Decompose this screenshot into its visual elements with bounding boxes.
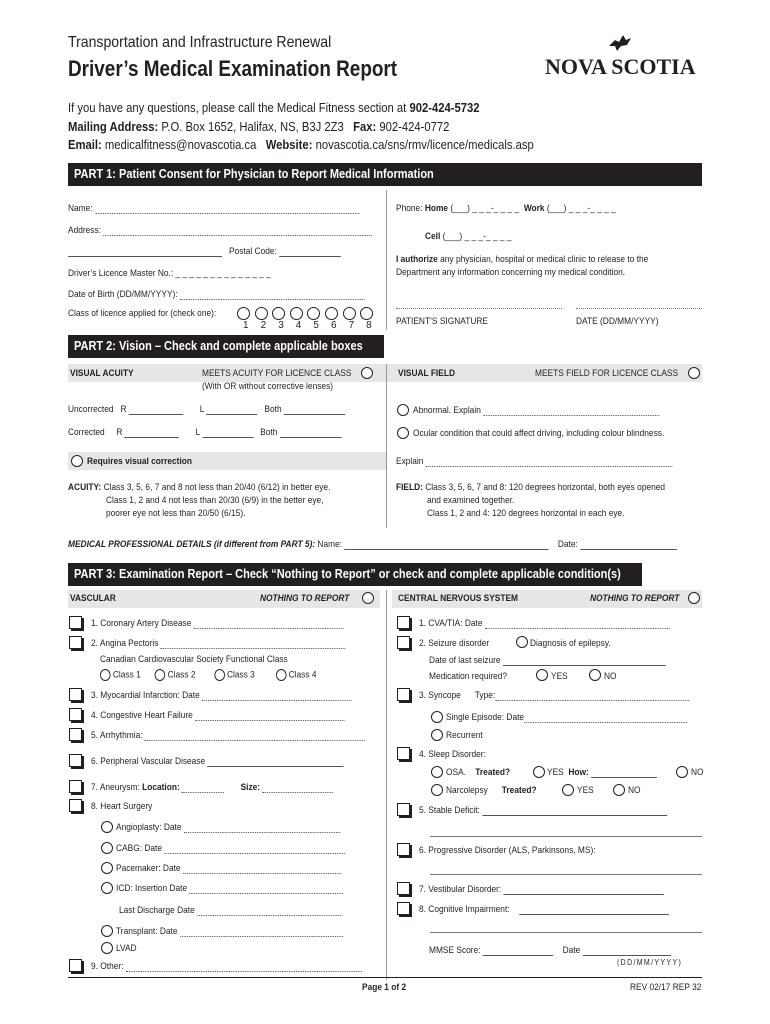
licence-number-field[interactable]: Driver’s Licence Master No.: _ _ _ _ _ _ _ _ _ _ _ _ _ _ <box>68 268 271 279</box>
patient-signature-field[interactable]: PATIENT’S SIGNATURE <box>396 316 488 327</box>
medical-professional-details[interactable]: MEDICAL PROFESSIONAL DETAILS (if different from PART 5): Name: Date: <box>68 539 677 550</box>
vestibular-field[interactable]: 7. Vestibular Disorder: <box>419 884 664 895</box>
angioplasty-radio[interactable] <box>101 821 113 833</box>
sleep-disorder-label: 4. Sleep Disorder: <box>419 749 486 760</box>
class-8-number: 8 <box>366 320 372 331</box>
class-3-number: 3 <box>278 320 284 331</box>
class-3-radio[interactable] <box>272 307 285 320</box>
class-6-number: 6 <box>330 320 337 331</box>
osprey-icon <box>607 32 633 54</box>
field-standard-1: FIELD: Class 3, 5, 6, 7 and 8: 120 degrees horizontal, both eyes opened <box>396 482 666 493</box>
single-episode-field[interactable]: Single Episode: Date <box>446 712 687 723</box>
class-2-radio[interactable] <box>255 307 268 320</box>
cell-field[interactable]: Cell (___) _ _ _-_ _ _ _ <box>425 231 512 242</box>
department-name: Transportation and Infrastructure Renewal <box>68 34 332 51</box>
class-4-radio[interactable] <box>290 307 303 320</box>
meets-acuity-label: MEETS ACUITY FOR LICENCE CLASS <box>202 368 352 379</box>
other-field[interactable]: 9. Other: <box>91 961 362 972</box>
class-8-radio[interactable] <box>360 307 373 320</box>
authorization-text: I authorize any physician, hospital or medical clinic to release to the <box>396 254 649 265</box>
epilepsy-label: Diagnosis of epilepsy. <box>530 638 611 649</box>
recurrent-label: Recurrent <box>446 730 483 741</box>
class-1-number: 1 <box>243 320 249 331</box>
lvad-label: LVAD <box>116 943 137 954</box>
sleep-disorder-checkbox[interactable] <box>397 747 410 760</box>
meets-field-radio[interactable] <box>688 367 700 379</box>
stable-deficit-checkbox[interactable] <box>397 803 410 816</box>
cva-field[interactable]: 1. CVA/TIA: Date <box>419 618 670 629</box>
cns-nothing-radio[interactable] <box>688 592 700 604</box>
heart-surgery-checkbox[interactable] <box>69 799 82 812</box>
osa-how-field[interactable]: YES How: <box>547 767 657 778</box>
ccs-class-label: Canadian Cardiovascular Society Functional Class <box>100 654 288 665</box>
class-5-radio[interactable] <box>307 307 320 320</box>
chf-checkbox[interactable] <box>69 708 82 721</box>
visual-acuity-heading: VISUAL ACUITY <box>70 368 134 379</box>
pacemaker-field[interactable]: Pacemaker: Date <box>116 863 341 874</box>
ocular-radio[interactable] <box>397 427 409 439</box>
acuity-standard-3: poorer eye not less than 20/50 (6/15). <box>106 508 246 519</box>
lvad-radio[interactable] <box>101 942 113 954</box>
meets-acuity-radio[interactable] <box>361 367 373 379</box>
abnormal-explain-field[interactable]: Abnormal. Explain <box>413 405 659 416</box>
vascular-heading: VASCULAR <box>70 593 116 604</box>
contact-phone-line: If you have any questions, please call the Medical Fitness section at 902-424-5732 <box>68 101 480 115</box>
medication-yes-radio[interactable] <box>536 669 548 681</box>
syncope-checkbox[interactable] <box>397 688 410 701</box>
aneurysm-field[interactable]: 7. Aneurysm: Location: Size: <box>91 782 333 793</box>
visual-field-heading: VISUAL FIELD <box>398 368 455 379</box>
pvd-checkbox[interactable] <box>69 754 82 767</box>
chf-field[interactable]: 4. Congestive Heart Failure <box>91 710 345 721</box>
heart-surgery-label: 8. Heart Surgery <box>91 801 153 812</box>
coronary-field[interactable]: 1. Coronary Artery Disease <box>91 618 343 629</box>
angina-field[interactable]: 2. Angina Pectoris <box>91 638 346 649</box>
transplant-radio[interactable] <box>101 925 113 937</box>
pacemaker-radio[interactable] <box>101 862 113 874</box>
vascular-nothing-radio[interactable] <box>362 592 374 604</box>
name-field[interactable]: Name: <box>68 203 359 214</box>
single-episode-radio[interactable] <box>431 711 443 723</box>
medication-no-radio[interactable] <box>589 669 601 681</box>
mmse-field[interactable]: MMSE Score: Date <box>429 945 671 956</box>
other-checkbox[interactable] <box>69 959 82 972</box>
logo-text: NOVA SCOTIA <box>545 54 696 79</box>
class1-radio[interactable] <box>100 669 111 681</box>
requires-correction-label: Requires visual correction <box>87 456 193 467</box>
angina-checkbox[interactable] <box>69 636 82 649</box>
seizure-checkbox[interactable] <box>397 636 410 649</box>
explain-field[interactable]: Explain <box>396 456 672 467</box>
acuity-standard-2: Class 1, 2 and 4 not less than 20/30 (6/9) in the better eye, <box>106 495 324 506</box>
dob-field[interactable]: Date of Birth (DD/MM/YYYY): <box>68 289 365 300</box>
narcolepsy-no-radio[interactable] <box>613 784 625 796</box>
class4-radio[interactable] <box>276 669 287 681</box>
contact-email-line: Email: medicalfitness@novascotia.ca Website: novascotia.ca/sns/rmv/licence/medicals.asp <box>68 138 534 152</box>
transplant-field[interactable]: Transplant: Date <box>116 926 343 937</box>
medication-no-label: NO <box>604 671 617 682</box>
narcolepsy-radio[interactable] <box>431 784 443 796</box>
class-7-number: 7 <box>348 320 355 331</box>
angioplasty-field[interactable]: Angioplasty: Date <box>116 822 340 833</box>
osa-label: OSA. Treated? <box>446 767 511 778</box>
date-format-hint: (DD/MM/YYYY) <box>617 958 683 967</box>
authorization-text-2: Department any information concerning my medical condition. <box>396 267 626 278</box>
abnormal-radio[interactable] <box>397 404 409 416</box>
pvd-field[interactable]: 6. Peripheral Vascular Disease <box>91 756 344 767</box>
class-7-radio[interactable] <box>343 307 356 320</box>
cns-heading: CENTRAL NERVOUS SYSTEM <box>398 593 519 604</box>
class-4-number: 4 <box>295 320 302 331</box>
contact-mailing-line: Mailing Address: P.O. Box 1652, Halifax, NS, B3J 2Z3 Fax: 902-424-0772 <box>68 120 450 134</box>
ccs-class-options[interactable]: Class 1 Class 2 Class 3 Class 4 <box>100 669 317 681</box>
vascular-nothing-label: NOTHING TO REPORT <box>260 593 350 604</box>
class-numbers <box>237 320 378 331</box>
narcolepsy-yes-label: YES <box>577 785 594 796</box>
arrhythmia-checkbox[interactable] <box>69 728 82 741</box>
last-discharge-field[interactable]: Last Discharge Date <box>119 905 342 916</box>
icd-field[interactable]: ICD: Insertion Date <box>116 883 343 894</box>
osa-no-radio[interactable] <box>676 766 688 778</box>
class-6-radio[interactable] <box>325 307 338 320</box>
part3-header: PART 3: Examination Report – Check “Nothing to Report” or check and complete applicable condition(s) <box>68 563 642 586</box>
field-standard-2: and examined together. <box>427 495 515 506</box>
postal-code-field[interactable]: Postal Code: <box>68 246 341 257</box>
cabg-field[interactable]: CABG: Date <box>116 843 345 854</box>
page-number: Page 1 of 2 <box>362 982 407 993</box>
seizure-label: 2. Seizure disorder <box>419 638 490 649</box>
icd-radio[interactable] <box>101 882 113 894</box>
medication-yes-label: YES <box>551 671 568 682</box>
osa-radio[interactable] <box>431 766 443 778</box>
coronary-checkbox[interactable] <box>69 616 82 629</box>
class-5-number: 5 <box>313 320 319 331</box>
progressive-label: 6. Progressive Disorder (ALS, Parkinsons, MS): <box>419 845 596 856</box>
field-standard-3: Class 1, 2 and 4: 120 degrees horizontal in each eye. <box>427 508 625 519</box>
narcolepsy-label: Narcolepsy Treated? <box>446 785 537 796</box>
osa-no-label: NO <box>691 767 704 778</box>
uncorrected-row[interactable]: Uncorrected R L Both <box>68 404 346 415</box>
class-1-radio[interactable] <box>237 307 250 320</box>
cva-checkbox[interactable] <box>397 616 410 629</box>
meets-field-label: MEETS FIELD FOR LICENCE CLASS <box>535 368 679 379</box>
narcolepsy-yes-radio[interactable] <box>562 784 574 796</box>
nova-scotia-logo <box>545 32 705 80</box>
recurrent-radio[interactable] <box>431 729 443 741</box>
class-2-number: 2 <box>260 320 267 331</box>
medication-required-label: Medication required? <box>429 671 508 682</box>
acuity-standard-1: ACUITY: Class 3, 5, 6, 7 and 8 not less than 20/40 (6/12) in better eye. <box>68 482 331 493</box>
mi-field[interactable]: 3. Myocardial Infarction: Date <box>91 690 352 701</box>
revision-code: REV 02/17 REP 32 <box>630 982 702 993</box>
epilepsy-radio[interactable] <box>516 636 528 648</box>
arrhythmia-field[interactable]: 5. Arrhythmia: <box>91 730 365 741</box>
vestibular-checkbox[interactable] <box>397 882 410 895</box>
part1-header: PART 1: Patient Consent for Physician to Report Medical Information <box>68 163 702 186</box>
signature-date-field[interactable]: DATE (DD/MM/YYYY) <box>576 316 659 327</box>
narcolepsy-no-label: NO <box>628 785 641 796</box>
stable-deficit-field[interactable]: 5. Stable Deficit: <box>419 805 667 816</box>
cognitive-field[interactable]: 8. Cognitive Impairment: <box>419 904 669 915</box>
cns-nothing-label: NOTHING TO REPORT <box>590 593 680 604</box>
syncope-field[interactable]: 3. Syncope Type: <box>419 690 689 701</box>
osa-yes-radio[interactable] <box>533 766 545 778</box>
meets-acuity-sub: (With OR without corrective lenses) <box>202 381 334 392</box>
form-title: Driver’s Medical Examination Report <box>68 56 398 81</box>
requires-correction-radio[interactable] <box>71 455 83 467</box>
aneurysm-checkbox[interactable] <box>69 780 82 793</box>
last-seizure-field[interactable]: Date of last seizure <box>429 655 666 666</box>
corrected-row[interactable]: Corrected R L Both <box>68 427 341 438</box>
progressive-checkbox[interactable] <box>397 843 410 856</box>
ocular-condition-label: Ocular condition that could affect driving, including colour blindness. <box>413 428 665 439</box>
address-field[interactable]: Address: <box>68 225 372 236</box>
part2-header: PART 2: Vision – Check and complete applicable boxes <box>68 335 384 358</box>
class3-radio[interactable] <box>214 669 225 681</box>
mi-checkbox[interactable] <box>69 688 82 701</box>
cognitive-checkbox[interactable] <box>397 902 410 915</box>
class2-radio[interactable] <box>155 669 166 681</box>
phone-field[interactable]: Phone: Home (___) _ _ _-_ _ _ _ Work (___) _ _ _-_ _ _ _ <box>396 203 616 214</box>
class-applied-label: Class of licence applied for (check one): <box>68 308 217 319</box>
cabg-radio[interactable] <box>101 842 113 854</box>
